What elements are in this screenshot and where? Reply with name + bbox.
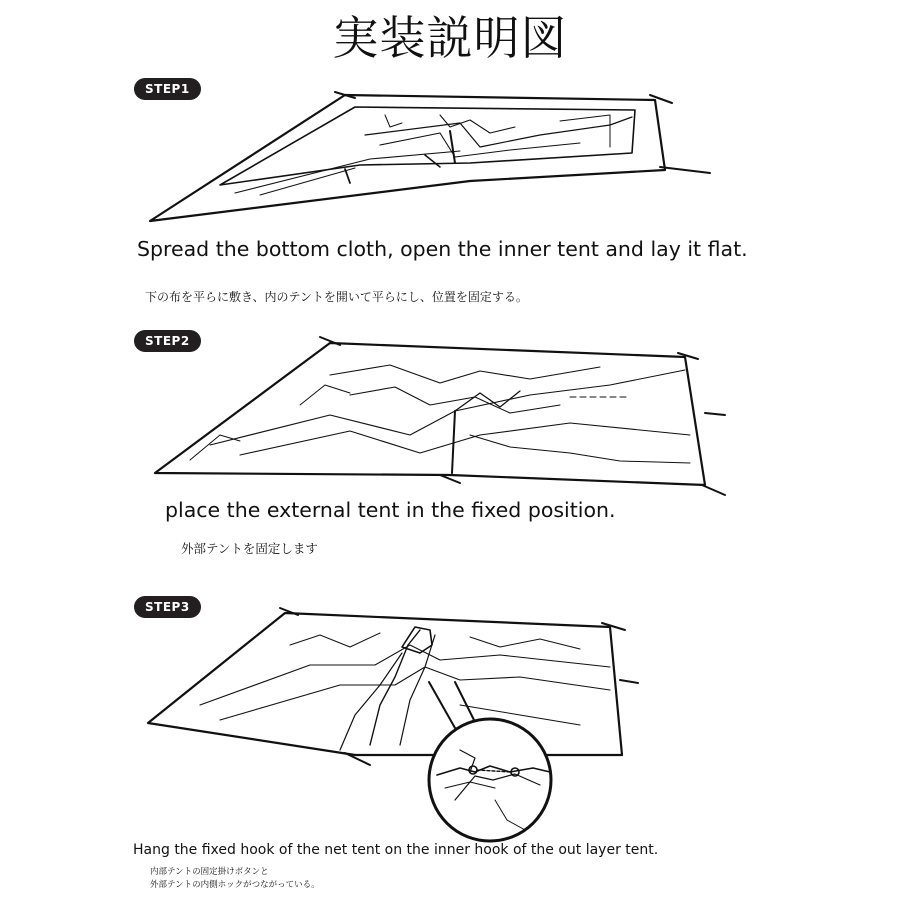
- tent-flat-illustration: [140, 85, 720, 235]
- page-title: 実装説明図: [332, 11, 568, 65]
- step3-instruction-en: Hang the fixed hook of the net tent on the inner hook of the out layer tent.: [133, 842, 659, 858]
- tent-hook-illustration: [140, 605, 640, 765]
- step1-badge: STEP1: [134, 78, 201, 100]
- step3-instruction-jp-line1: 内部テントの固定掛けボタンと: [150, 867, 269, 877]
- step3-badge: STEP3: [134, 596, 201, 618]
- step2-instruction-en: place the external tent in the fixed position.: [165, 498, 616, 522]
- tent-external-illustration: [150, 335, 740, 505]
- step2-badge: STEP2: [134, 330, 201, 352]
- step2-instruction-jp: 外部テントを固定します: [181, 541, 318, 556]
- step1-instruction-jp: 下の布を平らに敷き、内のテントを開いて平らにし、位置を固定する。: [145, 290, 528, 304]
- hook-detail-magnifier-icon: [415, 680, 565, 850]
- step1-instruction-en: Spread the bottom cloth, open the inner tent and lay it flat.: [137, 237, 748, 261]
- step3-instruction-jp-line2: 外部テントの内側ホックがつながっている。: [150, 880, 320, 890]
